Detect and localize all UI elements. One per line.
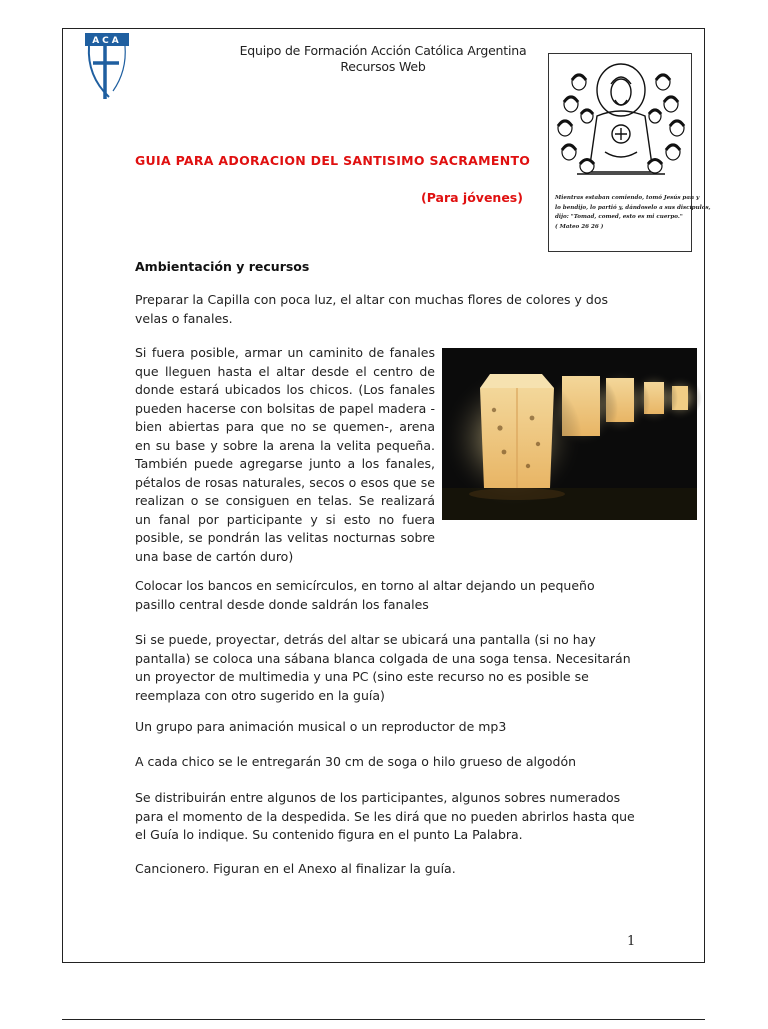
paragraph-rope: A cada chico se le entregarán 30 cm de soga o hilo grueso de algodón xyxy=(135,754,577,769)
resources-label: Recursos Web xyxy=(340,59,426,74)
page-number: 1 xyxy=(627,934,636,949)
organization-name: Equipo de Formación Acción Católica Argentina xyxy=(239,43,527,58)
last-supper-drawing xyxy=(549,54,693,194)
paper-lanterns-photo xyxy=(442,348,697,520)
caption-line: dijo: "Tomad, comed, esto es mi cuerpo." xyxy=(555,214,683,220)
document-title: GUIA PARA ADORACION DEL SANTISIMO SACRAMENTO xyxy=(135,153,531,168)
section-heading: Ambientación y recursos xyxy=(135,259,310,274)
paragraph-benches: Colocar los bancos en semicírculos, en torno al altar dejando un pequeño pasillo central desde donde saldrán los fanales xyxy=(135,578,595,612)
paragraph-lanterns: Si fuera posible, armar un caminito de fanales que lleguen hasta el altar desde el centro de donde estará ubicados los chicos. (Los fanales pueden hacerse con bolsitas de papel madera - bien abiertas para que no se quemen-, arena en su base y sobre la arena la velita pequeña. También puede agregarse junto a los fanales, pétalos de rosas naturales, secos o esos que se realizan o se consiguen en telas. Se realizará un fanal por participante y si esto no fuera posible, se pondrán las velitas nocturnas sobre una base de cartón duro) xyxy=(135,345,435,564)
paragraph-music: Un grupo para animación musical o un reproductor de mp3 xyxy=(135,719,507,734)
paragraph-envelopes: Se distribuirán entre algunos de los participantes, algunos sobres numerados para el momento de la despedida. Se les dirá que no pueden abrirlos hasta que el Guía lo indique. Su contenido figura en el punto La Palabra. xyxy=(135,790,635,842)
document-header xyxy=(213,43,553,75)
document-subtitle: (Para jóvenes) xyxy=(421,190,523,205)
caption-line: Mientras estaban comiendo, tomó Jesús pan y xyxy=(555,195,700,201)
paragraph-projector: Si se puede, proyectar, detrás del altar se ubicará una pantalla (si no hay pantalla) se coloca una sábana blanca colgada de una soga tensa. Necesitarán un proyector de multimedia y una PC (sino este recurso no es posible se reemplaza con otro sugerido en la guía) xyxy=(135,632,631,703)
paragraph-songbook: Cancionero. Figuran en el Anexo al finalizar la guía. xyxy=(135,861,456,876)
aca-logo xyxy=(83,31,131,101)
caption-line: lo bendijo, lo partió y, dándoselo a sus discípulos, xyxy=(555,204,711,211)
caption-line: ( Mateo 26 26 ) xyxy=(555,223,604,230)
next-page-edge xyxy=(62,1019,705,1029)
document-page xyxy=(62,28,711,963)
last-supper-illustration xyxy=(548,53,711,252)
logo-text: ACA xyxy=(92,36,122,46)
illustration-caption xyxy=(555,194,711,232)
paragraph-lighting: Preparar la Capilla con poca luz, el altar con muchas flores de colores y dos velas o fanales. xyxy=(135,292,608,326)
